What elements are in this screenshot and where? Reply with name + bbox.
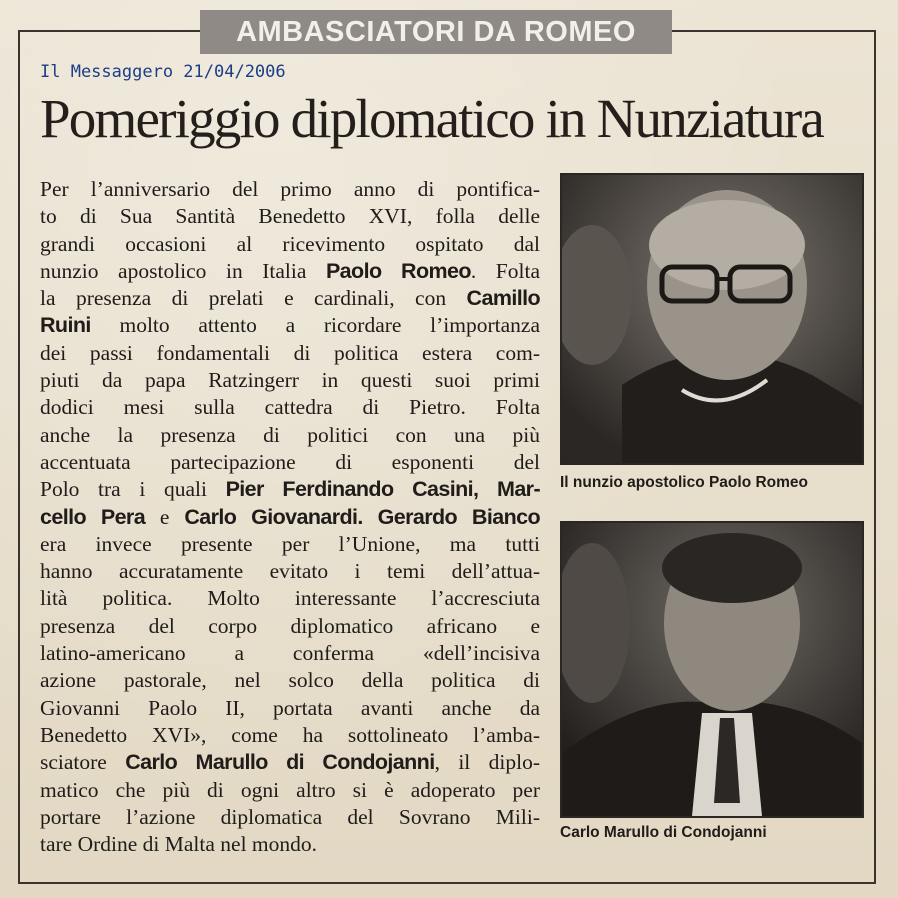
article-text: latino-americano a conferma «dell’incisiva	[40, 641, 540, 666]
article-text: Benedetto XVI», come ha sottolineato l’amba-	[40, 722, 540, 747]
article-text: azione pastorale, nel solco della politica di	[40, 668, 540, 693]
article-text: e	[145, 504, 185, 529]
article-line	[40, 531, 540, 558]
photo-nunzio-image	[562, 175, 862, 463]
section-banner-text: AMBASCIATORI DA ROMEO	[236, 15, 636, 48]
article-line	[40, 176, 540, 203]
article-line	[40, 749, 540, 776]
article-body	[40, 176, 540, 858]
photo-marullo-caption: Carlo Marullo di Condojanni	[560, 824, 767, 841]
article-line	[40, 340, 540, 367]
article-text: anche la presenza di politici con una più	[40, 422, 540, 447]
photo-nunzio-caption: Il nunzio apostolico Paolo Romeo	[560, 474, 809, 491]
article-line	[40, 804, 540, 831]
article-text: grandi occasioni al ricevimento ospitato dal	[40, 231, 540, 256]
article-bold-name: Paolo Romeo	[325, 258, 471, 283]
article-text: sciatore	[40, 750, 126, 775]
article-bold-name: cello Pera	[40, 504, 146, 529]
article-line	[40, 777, 540, 804]
article-bold-name: Ruini	[40, 313, 91, 338]
article-bold-name: Camillo	[466, 286, 540, 311]
source-annotation: Il Messaggero 21/04/2006	[40, 62, 286, 82]
article-text: dei passi fondamentali di politica estera com-	[40, 340, 540, 365]
article-line	[40, 667, 540, 694]
article-text: . Folta	[470, 258, 541, 283]
article-text: Per l’anniversario del primo anno di pontifica-	[40, 177, 540, 201]
article-line	[40, 312, 540, 339]
article-line	[40, 258, 540, 285]
article-line	[40, 285, 540, 312]
frame-rule-left	[18, 30, 20, 884]
frame-rule-right	[874, 30, 876, 884]
article-bold-name: Carlo Giovanardi. Gerardo Bianco	[184, 504, 541, 529]
article-line	[40, 831, 540, 858]
article-line	[40, 367, 540, 394]
article-bold-name: Carlo Marullo di Condojanni	[125, 750, 435, 775]
article-line	[40, 231, 540, 258]
article-text: piuti da papa Ratzingerr in questi suoi primi	[40, 368, 540, 393]
article-line	[40, 613, 540, 640]
article-bold-name: Pier Ferdinando Casini, Mar-	[225, 477, 540, 502]
article-line	[40, 585, 540, 612]
article-line	[40, 394, 540, 421]
article-text: lità politica. Molto interessante l’accresciuta	[40, 586, 540, 611]
article-text: matico che più di ogni altro si è adoperato per	[40, 777, 540, 802]
photo-marullo	[560, 521, 864, 818]
article-text: portare l’azione diplomatica del Sovrano Mili-	[40, 804, 540, 829]
article-text: nunzio apostolico in Italia	[40, 258, 326, 283]
section-banner	[200, 10, 672, 54]
article-line	[40, 640, 540, 667]
article-text: , il diplo-	[434, 750, 540, 775]
article-text: hanno accuratamente evitato i temi dell’attua-	[40, 559, 540, 584]
article-text: Polo tra i quali	[40, 477, 226, 502]
article-line	[40, 476, 540, 503]
article-text: accentuata partecipazione di esponenti del	[40, 449, 540, 474]
article-text: tare Ordine di Malta nel mondo.	[40, 832, 318, 857]
article-line	[40, 422, 540, 449]
article-line	[40, 203, 540, 230]
article-text: era invece presente per l’Unione, ma tutti	[40, 531, 540, 556]
frame-rule-bottom	[18, 882, 876, 884]
photo-marullo-image	[562, 523, 862, 816]
article-text: dodici mesi sulla cattedra di Pietro. Folta	[40, 395, 540, 420]
headline: Pomeriggio diplomatico in Nunziatura	[40, 88, 823, 149]
article-text: presenza del corpo diplomatico africano e	[40, 613, 540, 638]
article-text: la presenza di prelati e cardinali, con	[40, 286, 467, 311]
article-text: molto attento a ricordare l’importanza	[90, 313, 540, 338]
article-text: to di Sua Santità Benedetto XVI, folla delle	[40, 204, 540, 229]
article-line	[40, 449, 540, 476]
photo-nunzio	[560, 173, 864, 465]
article-line	[40, 695, 540, 722]
article-line	[40, 504, 540, 531]
article-line	[40, 558, 540, 585]
article-line	[40, 722, 540, 749]
article-text: Giovanni Paolo II, portata avanti anche da	[40, 695, 540, 720]
